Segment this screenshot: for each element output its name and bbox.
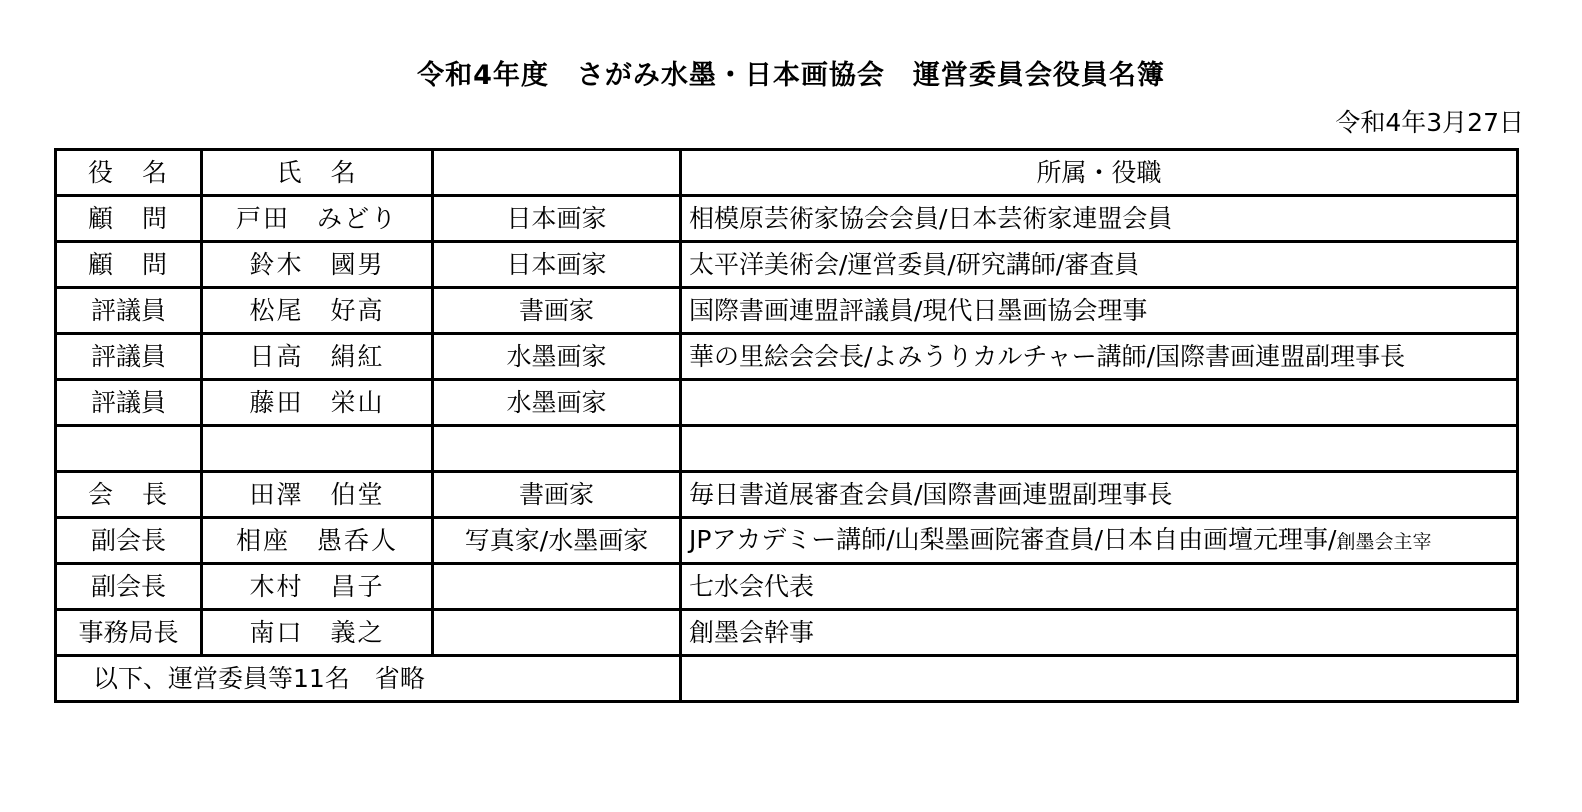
officer-roster-table [54,148,1519,703]
role-cell: 顧 問 [56,196,202,242]
name-cell: 田澤 伯堂 [202,472,433,518]
profession-cell: 水墨画家 [433,334,681,380]
affiliation-cell: 創墨会幹事 [681,610,1518,656]
table-row [56,196,1518,242]
header-role: 役 名 [56,150,202,196]
profession-cell: 日本画家 [433,242,681,288]
name-cell: 松尾 好高 [202,288,433,334]
role-cell: 評議員 [56,334,202,380]
table-row [56,334,1518,380]
role-cell: 事務局長 [56,610,202,656]
affiliation-cell: 太平洋美術会/運営委員/研究講師/審査員 [681,242,1518,288]
profession-cell [433,426,681,472]
affiliation-cell: 相模原芸術家協会会員/日本芸術家連盟会員 [681,196,1518,242]
table-row [56,564,1518,610]
table-row-empty [56,426,1518,472]
name-cell: 木村 昌子 [202,564,433,610]
profession-cell [433,564,681,610]
table-row [56,472,1518,518]
role-cell: 副会長 [56,518,202,564]
document-date: 令和4年3月27日 [1335,108,1524,137]
affiliation-cell: 毎日書道展審査会員/国際書画連盟副理事長 [681,472,1518,518]
profession-cell: 日本画家 [433,196,681,242]
footer-empty-cell [681,656,1518,702]
profession-cell: 写真家/水墨画家 [433,518,681,564]
name-cell: 鈴木 國男 [202,242,433,288]
name-cell [202,426,433,472]
affiliation-cell: 七水会代表 [681,564,1518,610]
header-profession [433,150,681,196]
role-cell: 副会長 [56,564,202,610]
header-affiliation: 所属・役職 [681,150,1518,196]
table-row [56,380,1518,426]
affiliation-text: JPアカデミー講師/山梨墨画院審査員/日本自由画壇元理事/ [689,524,1337,554]
affiliation-cell [681,380,1518,426]
role-cell: 評議員 [56,288,202,334]
name-cell: 戸田 みどり [202,196,433,242]
table-row [56,288,1518,334]
name-cell: 南口 義之 [202,610,433,656]
table-footer-row [56,656,1518,702]
name-cell: 藤田 栄山 [202,380,433,426]
table-row [56,242,1518,288]
profession-cell [433,610,681,656]
table-header-row [56,150,1518,196]
role-cell: 会 長 [56,472,202,518]
footer-note: 以下、運営委員等11名 省略 [56,656,681,702]
profession-cell: 書画家 [433,472,681,518]
header-name: 氏 名 [202,150,433,196]
table-row [56,610,1518,656]
document-title: 令和4年度 さがみ水墨・日本画協会 運営委員会役員名簿 [417,60,1165,91]
affiliation-cell [681,426,1518,472]
role-cell: 評議員 [56,380,202,426]
affiliation-cell: 華の里絵会会長/よみうりカルチャー講師/国際書画連盟副理事長 [681,334,1518,380]
affiliation-cell [681,518,1518,564]
affiliation-cell: 国際書画連盟評議員/現代日墨画協会理事 [681,288,1518,334]
profession-cell: 水墨画家 [433,380,681,426]
name-cell: 日高 絹紅 [202,334,433,380]
role-cell [56,426,202,472]
profession-cell: 書画家 [433,288,681,334]
affiliation-small-text: 創墨会主宰 [1336,530,1432,553]
table-row [56,518,1518,564]
role-cell: 顧 問 [56,242,202,288]
name-cell: 相座 愚呑人 [202,518,433,564]
